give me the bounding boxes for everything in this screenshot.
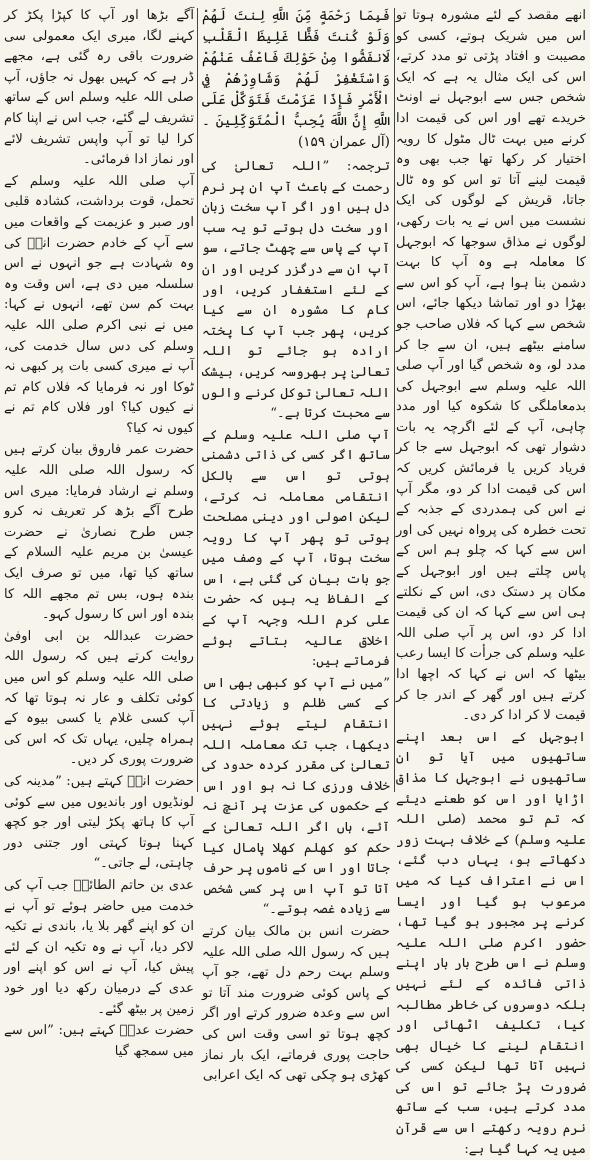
paragraph: ابوجہل کے اس بعد اپنے ساتھیوں میں آیا تو ان ساتھیوں نے ابوجہل کا مذاق اڑایا اور اس کو طعنے دیئے کہ تم تو محمد (صلی اللہ علیہ وسلم) کے خلاف بہت زور دکھاتے ہو، یہاں دب گئے، اس نے اعتراف کیا کہ میں مرعوب ہو گیا اور ایسا کرنے پر مجبور ہو گیا تھا، حضور اکرم صلی اللہ علیہ وسلم نے اس طرح بار بار اپنے ذاتی فائدہ کے لئے نہیں بلکہ دوسروں کی خاطر مطالبہ کیا، تکلیف اٹھائی اور انتقام لینے کا خیال بھی نہیں آتا تھا لیکن کسی کی ضرورت پڑ جائے تو اس کی مدد کرتے ہیں، سب کے ساتھ نرم رویہ رکھتے اس سے قرآن میں یہ کہا گیا ہے: (396, 729, 586, 1157)
paragraph: حضرت عدیؓ کہتے ہیں: ”اس سے میں سمجھ گیا (4, 1023, 194, 1059)
paragraph: حضرت انسؓ کہتے ہیں: ”مدینہ کی لونڈیوں اور باندیوں میں سے کوئی آپ کا ہاتھ پکڑ لیتی اور جو کچھ کہنا ہوتا کہتی اور جتنی دور چاہتی، لے جاتی۔“ (4, 773, 194, 872)
paragraph: آپ صلی اللہ علیہ وسلم کے تحمل، قوت برداشت، کشادہ قلبی اور صبر و عزیمت کے واقعات میں سے آپ کے خادم حضرت انسؓ کی وہ شہادت ہے جو انہوں نے اس سلسلہ میں دی ہے، اس وقت وہ بہت کم سن تھے، انہوں نے کہا: میں نے نبی اکرم صلی اللہ علیہ وسلم کی دس سال خدمت کی، آپ نے میری کسی بات پر کبھی نہ ٹوکا اور نہ فرمایا کہ فلاں کام تم نے کیوں کیا؟ اور فلاں کام تم نے کیوں نہ کیا؟ (4, 173, 194, 436)
paragraph: آگے بڑھا اور آپ کا کپڑا پکڑ کر کہنے لگا، میری ایک معمولی سی ضرورت باقی رہ گئی ہے، مجھے ڈر ہے کہ کہیں بھول نہ جاؤں، آپ صلی اللہ علیہ وسلم اس کے ساتھ تشریف لے گئے، جب اس نے اپنا کام کرا لیا تو آپ واپس تشریف لائے اور نماز ادا فرمائی۔ (4, 8, 194, 168)
paragraph: حضرت انس بن مالک بیان کرتے ہیں کہ رسول اللہ صلی اللہ علیہ وسلم بہت رحم دل تھے، جو آپ کے پاس کوئی ضرورت مند آتا تو اس سے وعدہ ضرور کرتے اور اگر کچھ ہوتا تو اسی وقت اس کی حاجت پوری فرماتے، ایک بار نماز کھڑی ہو چکی تھی کہ ایک اعرابی (202, 923, 390, 1084)
column-divider (197, 8, 198, 792)
text-column-middle (202, 6, 390, 1084)
paragraph: انھے مقصد کے لئے مشورہ ہوتا تو اس میں شریک ہوتے، کسی کو مصیبت و افتاد پڑتی تو مدد کرتے، اس کی ایک مثال یہ ہے کہ ایک شخص جس سے ابوجہل نے اونٹ خریدے تھے اور اس کی قیمت ادا کرنے میں بہت ٹال مٹول کا رویہ اختیار کر رکھا تھا جب بھی وہ قیمت لینے آتا تو اس کو وہ ٹال جاتا، قریش کے لوگوں کی ایک نشست میں اس نے یہ بات رکھی، لوگوں نے مذاق سوجھا کہ ابوجہل کا معاملہ ہے وہ آپ کا بہت دشمن بنا ہوا ہے، آپ کو اس سے بھڑا دو اور تماشا دیکھا جائے، اس شخص سے کہا کہ فلاں صاحب جو سامنے بیٹھے ہیں، ان سے جا کر مدد لو، وہ شخص گیا اور آپ صلی اللہ علیہ وسلم سے ابوجہل کی بدمعاملگی کا شکوہ کیا اور مدد چاہی، آپ کے لئے اگرچہ یہ بات دشوار تھی کہ ابوجہل سے جا کر فریاد کریں یا فرمائش کریں کہ اس کی قیمت ادا کر دو، مگر آپ نے اس کی ہمدردی کے جذبہ کے تحت خطرہ کی پرواہ نہیں کی اور اس سے کہا کہ چلو ہم اس کے پاس چلتے ہیں اور ابوجہل کے مکان پر دستک دی، اس کے نکلتے ہی اس سے کہا کہ ان کی قیمت ادا کر دو، اس پر آپ صلی اللہ علیہ وسلم کی جرأت کا ایسا رعب بیٹھا کہ اس نے کہا کہ اچھا ادا کرتے ہیں اور گھر کے اندر جا کر قیمت لا کر ادا کر دی۔ (396, 8, 586, 724)
paragraph: ”میں نے آپ کو کبھی بھی اس کے کسی ظلم و زیادتی کا انتقام لیتے ہوئے نہیں دیکھا، جب تک معاملہ اللہ تعالیٰ کی مقرر کردہ حدود کی خلاف ورزی کا نہ ہو اور اس کے حکموں کی عزت پر آنچ نہ آئے، ہاں اگر اللہ تعالیٰ کے حکم کو کھلم کھلا پامال کیا جاتا اور اس کے ناموں پر حرف آتا تو آپ اس پر کسی شخص سے زیادہ غصہ ہوتے۔“ (202, 675, 390, 918)
column-divider (394, 8, 395, 792)
paragraph: حضرت عمر فاروق بیان کرتے ہیں کہ رسول اللہ صلی اللہ علیہ وسلم نے ارشاد فرمایا: میری اس طرح آگے بڑھ کر تعریف نہ کرو جس طرح نصاریٰ نے حضرت عیسیٰ بن مریم علیہ السلام کے ساتھ کیا تھا، میں تو صرف ایک بندہ ہوں، بس تم مجھے اللہ کا بندہ اور اس کا رسول کہو۔ (4, 442, 194, 623)
verse-translation: ترجمہ: ”اللہ تعالیٰ کی رحمت کے باعث آپ ان پر نرم دل ہیں اور اگر آپ سخت زبان اور سخت دل ہوتے تو یہ سب آپ کے پاس سے چھٹ جاتے، سو آپ ان سے درگزر کریں اور ان کے لئے استغفار کریں، اور کام کا مشورہ ان سے کیا کریں، پھر جب آپ کا پختہ ارادہ ہو جائے تو اللہ تعالیٰ پر بھروسہ کریں، بیشک اللہ تعالیٰ توکل کرنے والوں سے محبت کرتا ہے۔“ (202, 159, 390, 422)
quran-verse-text: فَبِمَا رَحْمَةٍ مِّنَ اللَّهِ لِنتَ لَهُمْ وَلَوْ كُنتَ فَظًّا غَلِيظَ الْقَلْبِ لَانفَضُّوا مِنْ حَوْلِكَ فَاعْفُ عَنْهُمْ وَاسْتَغْفِرْ لَهُمْ وَشَاوِرْهُمْ فِي الْأَمْرِ فَإِذَا عَزَمْتَ فَتَوَكَّلْ عَلَى اللَّهِ إِنَّ اللَّهَ يُحِبُّ الْمُتَوَكِّلِينَ ۔ (202, 8, 390, 129)
verse-reference: (آل عمران ۱۵۹) (297, 134, 390, 150)
paragraph: آپ صلی اللہ علیہ وسلم کے ساتھ اگر کسی کی ذاتی دشمنی ہوتی تو اس سے بالکل انتقامی معاملہ نہ کرتے، لیکن اصولی اور دینی مصلحت ہوتی تو پھر آپ کا رویہ سخت ہوتا، آپ کے وصف میں جو بات بیان کی گئی ہے، اس کے الفاظ یہ ہیں کہ حضرت علی کرم اللہ وجہہ آپ کے اخلاق عالیہ بتاتے ہوئے فرماتے ہیں: (202, 427, 390, 670)
paragraph: عدی بن حاتم الطائیؓ جب آپ کی خدمت میں حاضر ہوئے تو آپ نے ان کو اپنے گھر بلا یا، باندی نے تکیہ لاکر دیا، آپ نے وہ تکیہ ان کے لئے پیش کیا، آپ نے اس کو اپنے اور عدی کے درمیان رکھ دیا اور خود زمین پر بیٹھ گئے۔ (4, 877, 194, 1017)
quran-verse (202, 6, 390, 153)
text-column-left (4, 6, 194, 1059)
paragraph: حضرت عبداللہ بن ابی اوفیٰ روایت کرتے ہیں کہ رسول اللہ صلی اللہ علیہ وسلم کو اس میں کوئی تکلف و عار نہ ہوتا تھا کہ آپ کسی غلام یا کسی بیوہ کے ہمراہ چلیں، یہاں تک کہ اس کی ضرورت پوری کر دیں۔ (4, 628, 194, 768)
text-column-right (396, 6, 586, 1157)
